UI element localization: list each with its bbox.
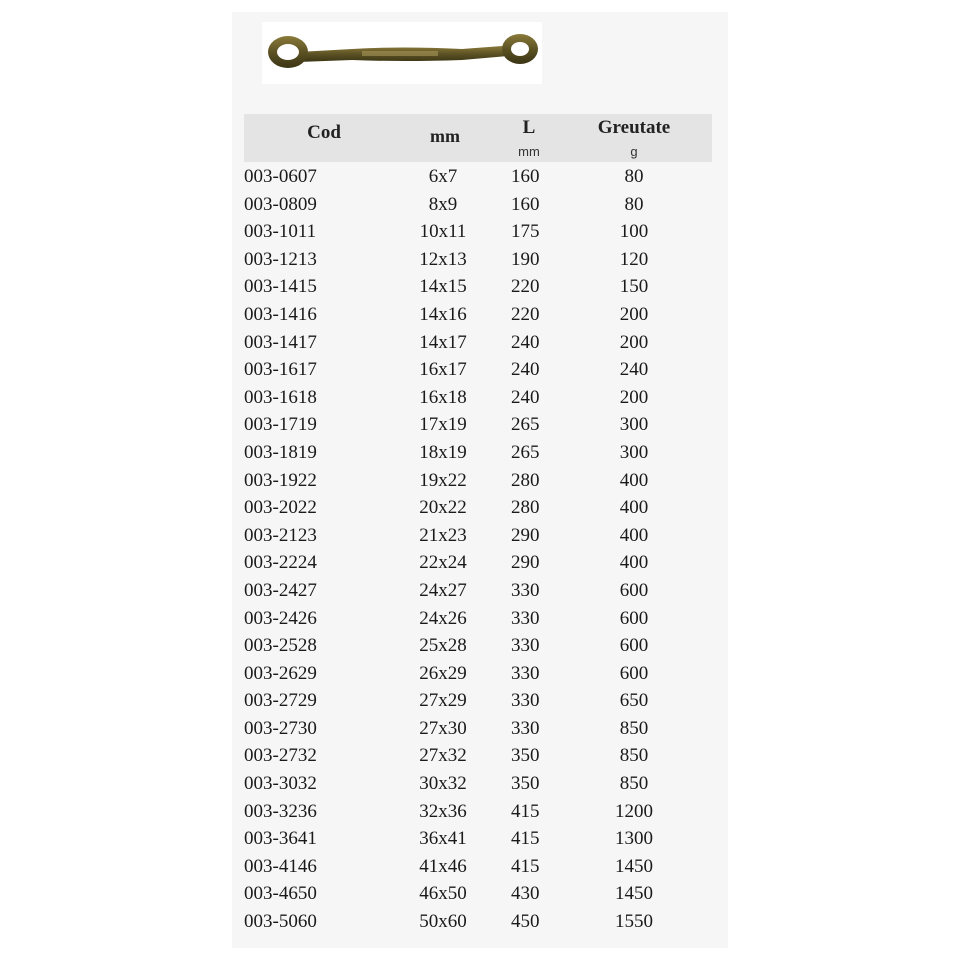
table-row <box>244 880 712 908</box>
cell-cod: 003-1819 <box>244 441 317 463</box>
cell-cod: 003-1417 <box>244 331 317 353</box>
table-row <box>244 467 712 495</box>
cell-greutate: 200 <box>619 386 649 408</box>
table-row <box>244 577 712 605</box>
cell-cod: 003-2729 <box>244 690 317 712</box>
cell-mm: 50x60 <box>419 911 467 933</box>
cell-greutate: 850 <box>619 773 649 795</box>
table-row <box>244 742 712 770</box>
cell-mm: 27x29 <box>419 690 467 712</box>
cell-mm: 18x19 <box>419 441 467 463</box>
header-greutate: Greutate <box>597 117 671 138</box>
cell-greutate: 400 <box>619 469 649 491</box>
cell-l: 175 <box>511 221 540 243</box>
cell-l: 290 <box>511 552 540 574</box>
cell-cod: 003-1922 <box>244 469 317 491</box>
table-row <box>244 605 712 633</box>
cell-l: 330 <box>511 635 540 657</box>
cell-l: 240 <box>511 359 540 381</box>
cell-cod: 003-5060 <box>244 911 317 933</box>
cell-l: 265 <box>511 441 540 463</box>
cell-cod: 003-1617 <box>244 359 317 381</box>
cell-greutate: 400 <box>619 524 649 546</box>
cell-mm: 24x26 <box>419 607 467 629</box>
cell-l: 450 <box>511 911 540 933</box>
cell-mm: 46x50 <box>419 883 467 905</box>
table-row <box>244 246 712 274</box>
cell-l: 280 <box>511 469 540 491</box>
table-header <box>244 114 712 162</box>
cell-l: 350 <box>511 745 540 767</box>
cell-greutate: 1200 <box>615 800 653 822</box>
table-row <box>244 356 712 384</box>
header-cod: Cod <box>307 122 341 143</box>
cell-mm: 27x30 <box>419 717 467 739</box>
cell-l: 160 <box>511 166 540 187</box>
cell-l: 415 <box>511 828 540 850</box>
cell-greutate: 100 <box>619 221 649 243</box>
cell-mm: 16x17 <box>419 359 467 381</box>
table-row <box>244 218 712 246</box>
cell-cod: 003-1011 <box>244 221 317 243</box>
cell-cod: 003-2426 <box>244 607 317 629</box>
cell-l: 330 <box>511 717 540 739</box>
table-row <box>244 549 712 577</box>
cell-cod: 003-2528 <box>244 635 317 657</box>
cell-mm: 25x28 <box>419 635 467 657</box>
cell-l: 330 <box>511 662 540 684</box>
cell-mm: 20x22 <box>419 497 467 519</box>
table-row <box>244 494 712 522</box>
cell-greutate: 1450 <box>615 855 653 877</box>
table-body <box>244 163 712 936</box>
table-row <box>244 273 712 301</box>
cell-mm: 36x41 <box>419 828 467 850</box>
cell-mm: 26x29 <box>419 662 467 684</box>
cell-greutate: 120 <box>619 248 649 270</box>
cell-mm: 14x17 <box>419 331 467 353</box>
cell-greutate: 80 <box>624 166 644 187</box>
cell-cod: 003-1618 <box>244 386 317 408</box>
cell-cod: 003-2629 <box>244 662 317 684</box>
cell-cod: 003-3032 <box>244 773 317 795</box>
cell-cod: 003-2123 <box>244 524 317 546</box>
table-row <box>244 163 712 191</box>
table-row <box>244 770 712 798</box>
cell-greutate: 400 <box>619 497 649 519</box>
table-row <box>244 660 712 688</box>
cell-greutate: 400 <box>619 552 649 574</box>
cell-cod: 003-2427 <box>244 579 317 601</box>
cell-greutate: 600 <box>619 607 649 629</box>
cell-l: 330 <box>511 607 540 629</box>
cell-l: 330 <box>511 690 540 712</box>
cell-mm: 41x46 <box>419 855 467 877</box>
cell-mm: 30x32 <box>419 773 467 795</box>
cell-l: 415 <box>511 855 540 877</box>
cell-cod: 003-3236 <box>244 800 317 822</box>
product-photo <box>262 22 542 84</box>
table-row <box>244 853 712 881</box>
table-row <box>244 522 712 550</box>
cell-cod: 003-1213 <box>244 248 317 270</box>
cell-l: 415 <box>511 800 540 822</box>
cell-greutate: 600 <box>619 635 649 657</box>
table-row <box>244 825 712 853</box>
cell-cod: 003-0607 <box>244 166 317 187</box>
cell-greutate: 1300 <box>615 828 653 850</box>
table-row <box>244 384 712 412</box>
cell-l: 190 <box>511 248 540 270</box>
cell-l: 430 <box>511 883 540 905</box>
cell-mm: 17x19 <box>419 414 467 436</box>
cell-greutate: 200 <box>619 303 649 325</box>
cell-mm: 10x11 <box>419 221 467 243</box>
header-l: L <box>522 117 536 138</box>
cell-cod: 003-2730 <box>244 717 317 739</box>
cell-mm: 19x22 <box>419 469 467 491</box>
table-row <box>244 715 712 743</box>
cell-greutate: 850 <box>619 745 649 767</box>
cell-cod: 003-1415 <box>244 276 317 298</box>
table-row <box>244 632 712 660</box>
double-ring-wrench-icon <box>262 22 542 84</box>
table-row <box>244 329 712 357</box>
cell-cod: 003-3641 <box>244 828 317 850</box>
table-row <box>244 301 712 329</box>
cell-greutate: 300 <box>619 441 649 463</box>
cell-mm: 12x13 <box>419 248 467 270</box>
cell-mm: 16x18 <box>419 386 467 408</box>
cell-greutate: 80 <box>624 193 644 215</box>
cell-greutate: 650 <box>619 690 649 712</box>
cell-greutate: 300 <box>619 414 649 436</box>
cell-l: 240 <box>511 386 540 408</box>
cell-mm: 6x7 <box>428 166 458 187</box>
table-row <box>244 439 712 467</box>
table-row <box>244 798 712 826</box>
cell-cod: 003-4650 <box>244 883 317 905</box>
cell-l: 290 <box>511 524 540 546</box>
table-row <box>244 191 712 219</box>
cell-l: 220 <box>511 303 540 325</box>
cell-mm: 24x27 <box>419 579 467 601</box>
cell-mm: 8x9 <box>428 193 458 215</box>
header-l-unit: mm <box>518 144 540 159</box>
cell-mm: 21x23 <box>419 524 467 546</box>
table-row <box>244 687 712 715</box>
cell-l: 330 <box>511 579 540 601</box>
header-mm: mm <box>430 126 460 146</box>
cell-l: 280 <box>511 497 540 519</box>
cell-l: 350 <box>511 773 540 795</box>
cell-greutate: 600 <box>619 662 649 684</box>
cell-cod: 003-2224 <box>244 552 317 574</box>
cell-l: 265 <box>511 414 540 436</box>
cell-mm: 22x24 <box>419 552 467 574</box>
table-row <box>244 411 712 439</box>
cell-greutate: 240 <box>619 359 649 381</box>
cell-cod: 003-2022 <box>244 497 317 519</box>
cell-cod: 003-1719 <box>244 414 317 436</box>
cell-l: 220 <box>511 276 540 298</box>
cell-mm: 27x32 <box>419 745 467 767</box>
cell-greutate: 1450 <box>615 883 653 905</box>
cell-cod: 003-0809 <box>244 193 317 215</box>
cell-greutate: 850 <box>619 717 649 739</box>
cell-cod: 003-4146 <box>244 855 317 877</box>
cell-cod: 003-1416 <box>244 303 317 325</box>
header-greutate-unit: g <box>630 144 638 159</box>
cell-mm: 32x36 <box>419 800 467 822</box>
cell-mm: 14x16 <box>419 303 467 325</box>
cell-greutate: 200 <box>619 331 649 353</box>
cell-greutate: 1550 <box>615 911 653 933</box>
cell-greutate: 600 <box>619 579 649 601</box>
cell-greutate: 150 <box>619 276 649 298</box>
table-row <box>244 908 712 936</box>
cell-cod: 003-2732 <box>244 745 317 767</box>
cell-mm: 14x15 <box>419 276 467 298</box>
cell-l: 160 <box>511 193 540 215</box>
cell-l: 240 <box>511 331 540 353</box>
